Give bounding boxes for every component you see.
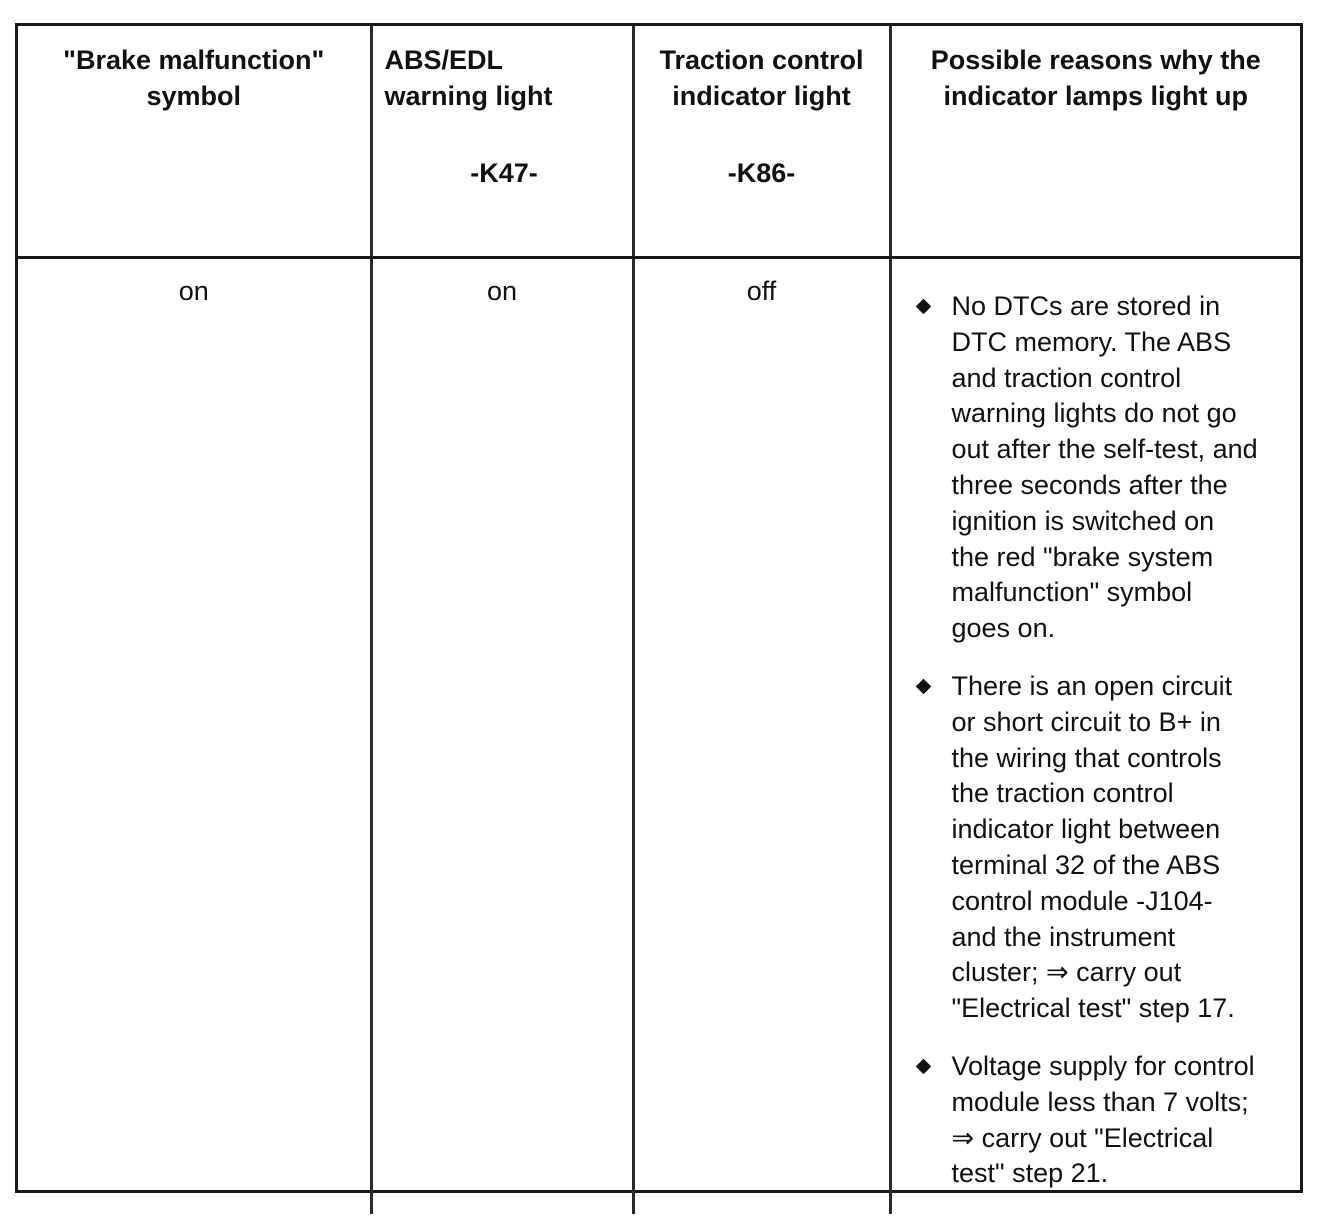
reason-line: malfunction" symbol	[951, 577, 1193, 608]
diamond-bullet-icon	[916, 1059, 931, 1074]
reason-line: Voltage supply for control	[951, 1050, 1255, 1081]
header-brake-malfunction-line1: "Brake malfunction"	[63, 45, 325, 75]
table-row	[18, 258, 1300, 1215]
reason-line: test" step 21.	[951, 1158, 1109, 1189]
reason-line: "Electrical test" step 17.	[951, 993, 1235, 1024]
header-abs-edl-code: -K47-	[470, 158, 538, 188]
warning-lamp-table-grid	[18, 26, 1300, 1214]
cell-traction-control: off	[633, 258, 890, 1215]
header-traction-control-line2: indicator light	[672, 81, 851, 111]
reason-line: There is an open circuit	[951, 670, 1233, 701]
header-abs-edl-line2: warning light	[384, 81, 553, 111]
diamond-bullet-icon	[916, 679, 931, 694]
reason-item	[914, 289, 1287, 647]
header-reasons	[890, 26, 1300, 258]
reason-line: ignition is switched on	[951, 505, 1215, 536]
header-abs-edl-line1: ABS/EDL	[384, 45, 504, 75]
reason-line: warning lights do not go	[951, 398, 1237, 429]
reason-line: the traction control	[951, 778, 1174, 809]
reason-line: module less than 7 volts;	[951, 1086, 1249, 1117]
cell-abs-edl: on	[371, 258, 633, 1215]
reason-line: cluster; ⇒ carry out	[951, 957, 1182, 988]
header-reasons-line1: Possible reasons why the	[930, 45, 1261, 75]
reason-line: the red "brake system	[951, 541, 1214, 572]
header-traction-control-code: -K86-	[727, 158, 796, 188]
header-reasons-line2: indicator lamps light up	[943, 81, 1248, 111]
reason-line: the wiring that controls	[951, 742, 1222, 773]
reason-line: and the instrument	[951, 921, 1176, 952]
reason-line: control module -J104-	[951, 885, 1213, 916]
header-brake-malfunction-line2: symbol	[146, 81, 242, 111]
reason-item	[914, 669, 1287, 1027]
reason-line: out after the self-test, and	[951, 434, 1258, 465]
header-traction-control-line1: Traction control	[659, 45, 864, 75]
reason-line: DTC memory. The ABS	[951, 326, 1232, 357]
header-row	[18, 26, 1300, 258]
header-abs-edl	[371, 26, 633, 258]
reason-line: three seconds after the	[951, 469, 1228, 500]
reason-line: indicator light between	[951, 814, 1221, 845]
header-traction-control	[633, 26, 890, 258]
reason-item	[914, 1049, 1287, 1192]
reason-line: goes on.	[951, 613, 1056, 644]
cell-reasons	[890, 258, 1300, 1215]
reason-list	[914, 289, 1287, 1192]
header-brake-malfunction	[18, 26, 371, 258]
warning-lamp-table	[15, 23, 1303, 1193]
reason-line: and traction control	[951, 362, 1182, 393]
reason-line: ⇒ carry out "Electrical	[951, 1122, 1214, 1153]
reason-line: or short circuit to B+ in	[951, 706, 1221, 737]
reason-line: terminal 32 of the ABS	[951, 849, 1221, 880]
diamond-bullet-icon	[916, 299, 931, 314]
reason-line: No DTCs are stored in	[951, 291, 1221, 321]
cell-brake-malfunction: on	[18, 258, 371, 1215]
